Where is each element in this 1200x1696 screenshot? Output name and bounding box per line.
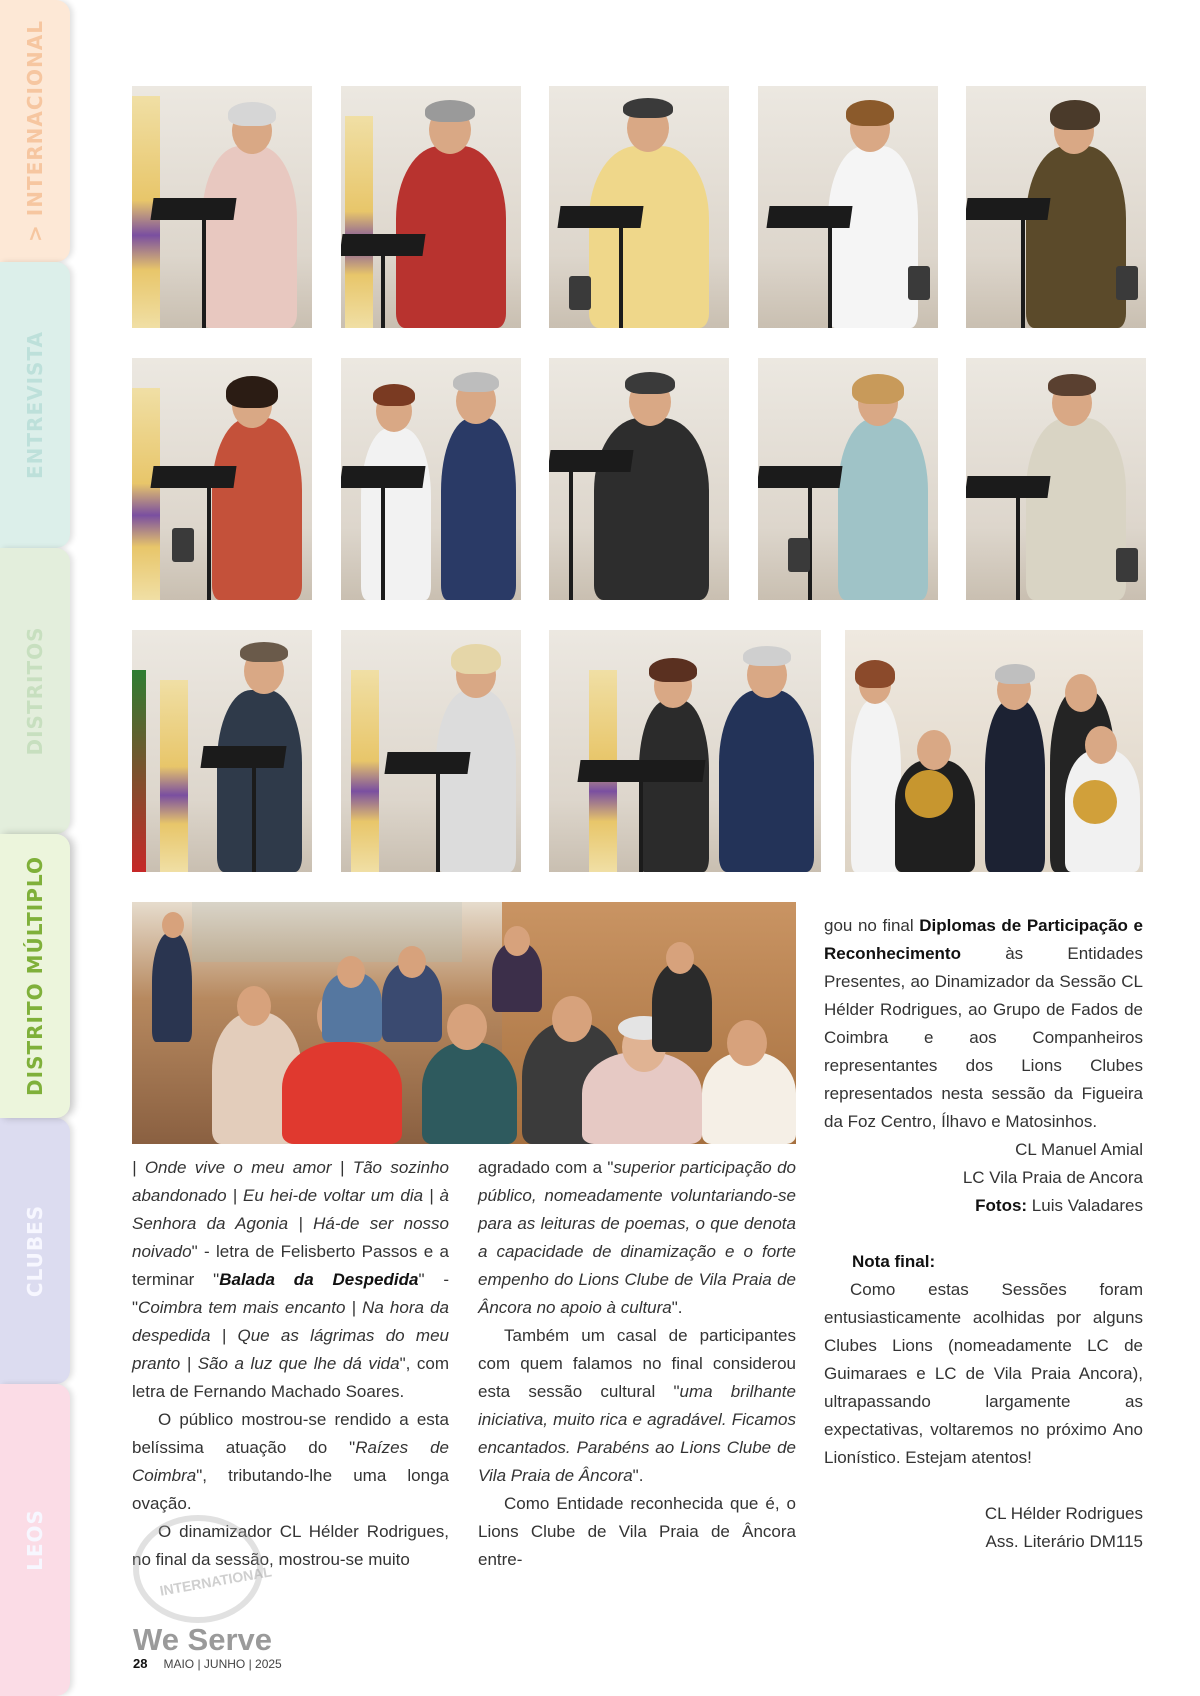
signature-author: CL Hélder Rodrigues [984,1504,1143,1523]
photo-speaker [758,86,938,328]
signature-club: LC Vila Praia de Ancora [962,1168,1143,1187]
text: " - " [132,1270,449,1317]
tab-label: > INTERNACIONAL [23,20,47,242]
text: ". [632,1466,644,1485]
text: às Entidades Presentes, ao Dinamizador da Sessão CL Hélder Rodrigues, ao Grupo de Fados de Coimbra e aos Companheiros representantes dos Lions Clubes representados nesta sessão da Figueira da Foz Centro, Ílhavo e Matosinhos. [824,944,1143,1131]
issue-date: MAIO | JUNHO | 2025 [163,1657,282,1671]
article-column-3 [824,912,1143,1556]
tab-leos[interactable] [0,1384,70,1696]
photo-speaker [549,86,729,328]
photo-fado-group [845,630,1143,872]
paragraph: Como Entidade reconhecida que é, o Lions Clube de Vila Praia de Âncora entre- [478,1494,796,1569]
photo-speaker [132,630,312,872]
photo-speaker [549,358,729,600]
quote: Coimbra tem mais encanto | Na hora da despedida | Que as lágrimas do meu pranto | São a luz que lhe dá vida [132,1298,449,1373]
nota-final-text: Como estas Sessões foram entusiasticamente acolhidas por alguns Clubes Lions (nomeadamente LC de Guimaraes e LC de Vila Praia Ancora), ultrapassando largamente as expectativas, voltaremos no próximo Ano Lionístico. Estejam atentos! [824,1280,1143,1467]
photo-speaker [966,86,1146,328]
tab-label: ENTREVISTA [23,331,47,479]
photo-speaker [758,358,938,600]
paragraph [478,1322,796,1490]
photo-credit [824,1192,1143,1220]
signature-author: CL Manuel Amial [1015,1140,1143,1159]
group-name: Raízes de Coimbra [132,1438,449,1485]
tab-distritos[interactable] [0,548,70,834]
page-footer [133,1656,282,1671]
paragraph [132,1154,449,1406]
photo-credit-label: Fotos: [975,1196,1028,1215]
text: ", tributando-lhe uma longa ovação. [132,1466,449,1513]
page-number: 28 [133,1656,148,1671]
signature-role: Ass. Literário DM115 [985,1532,1143,1551]
tab-label: LEOS [23,1509,47,1571]
text: O público mostrou-se rendido a esta belíssima atuação do " [132,1410,449,1457]
song-title: Balada da Despedida [219,1270,419,1289]
watermark-text: INTERNATIONAL [158,1563,273,1599]
text: agradado com a " [478,1158,614,1177]
paragraph [824,912,1143,1136]
tab-internacional[interactable] [0,0,70,262]
photo-credit-name: Luis Valadares [1027,1196,1143,1215]
photo-speaker [341,86,521,328]
we-serve-logo: We Serve [133,1622,273,1657]
section-tabs [0,0,70,1696]
quote: uma brilhante iniciativa, muito rica e agradável. Ficamos encantados. Parabéns ao Lions Clube de Vila Praia de Âncora [478,1382,796,1485]
photo-speaker [132,86,312,328]
text: ", com letra de Fernando Machado Soares. [132,1354,449,1401]
text: Também um casal de participantes com quem falamos no final considerou esta sessão cultural " [478,1326,796,1401]
paragraph: O dinamizador CL Hélder Rodrigues, no final da sessão, mostrou-se muito [132,1522,449,1569]
photo-speaker [132,358,312,600]
paragraph [478,1154,796,1322]
photo-speaker [341,630,521,872]
article-column-2 [478,1154,796,1574]
nota-final-title: Nota final: [852,1252,936,1271]
photo-audience [132,902,796,1144]
quote: superior participação do público, nomeadamente voluntariando-se para as leituras de poemas, o que denota a capacidade de dinamização e o forte empenho do Lions Clube de Vila Praia de Âncora no apoio à cultura [478,1158,796,1317]
quote: | Onde vive o meu amor | Tão sozinho abandonado | Eu hei-de voltar um dia | à Senhora da Agonia | Há-de ser nosso noivado [132,1158,449,1261]
photo-speakers-pair [549,630,821,872]
text: " - letra de Felisberto Passos e a terminar " [132,1242,449,1289]
tab-entrevista[interactable] [0,262,70,548]
diplomas-title: Diplomas de Participação e Reconhecimento [824,916,1143,963]
tab-label: DISTRITO MÚLTIPLO [23,856,47,1096]
tab-label: CLUBES [23,1204,47,1298]
text: gou no final [824,916,920,935]
lions-emblem-watermark [133,1515,273,1623]
photo-speakers-pair [341,358,521,600]
tab-label: DISTRITOS [23,626,47,756]
article-column-1 [132,1154,449,1574]
paragraph [132,1406,449,1518]
text: ". [671,1298,683,1317]
photo-speaker [966,358,1146,600]
tab-clubes[interactable] [0,1118,70,1384]
tab-distrito-multiplo[interactable] [0,834,70,1118]
